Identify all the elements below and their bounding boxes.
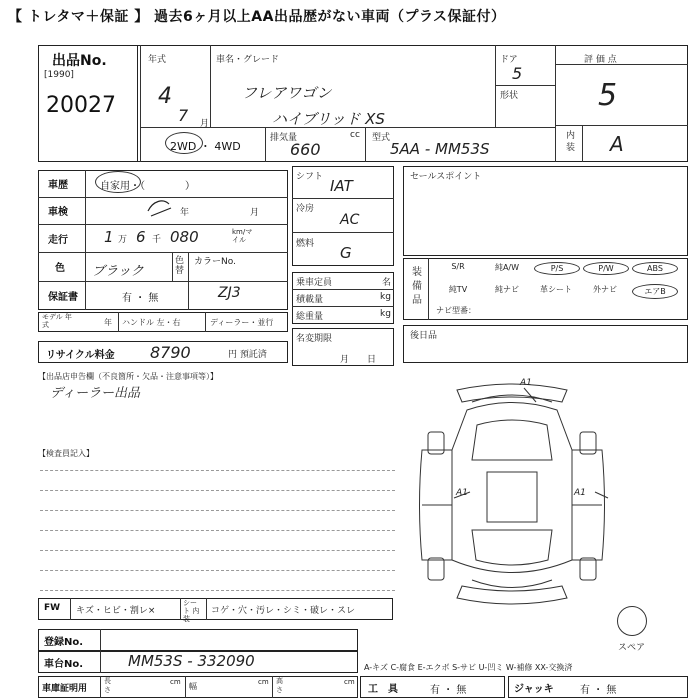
fw-label: FW [44,603,61,613]
color-no-label: カラーNo. [194,257,236,267]
displacement-label: 排気量 [270,133,298,143]
diagram-mark-left: A1 [456,488,468,498]
diagram-mark-top: A1 [520,378,532,388]
fuel-value: G [340,244,352,262]
shift-value: IAT [330,177,353,195]
cert-wid-unit: cm [258,678,269,686]
model-grade: ハイブリッド XS [272,110,385,128]
load-label: 積載量 [296,295,324,305]
cert-label: 車庫証明用 [42,684,88,694]
equipment-row2-item-1: 純ナビ [495,285,519,294]
equipment-row2-item-2: 革シート [540,285,572,294]
post-note-label: 後日品 [410,331,438,341]
year-label: 年式 [148,55,167,65]
drive-2wd-circle [165,132,203,154]
name-change-unit: 月日 [340,355,395,365]
mileage-man: 1 [104,228,114,246]
year-month-value: 7 [178,106,189,125]
mileage-man-unit: 万 [118,235,128,245]
navi-label: ナビ型番： [436,306,476,315]
inspector-notes-label: 【検査員記入】 [38,449,94,458]
interior-value: A [610,132,624,156]
shift-label: シフト [296,172,324,182]
equipment-row1-item-0: S/R [451,262,465,271]
color-label: 色 [55,263,65,274]
spare-label: スペア [618,643,646,653]
equipment-row2-item-3: 外ナビ [593,285,617,294]
inspection-scribble [145,196,175,220]
color-swap-label: 色替 [175,256,185,276]
history-value: 自家用・（ ） [100,181,195,192]
doors-label: ドア [500,55,518,65]
equipment-row1-item-1: 純A/W [494,263,520,272]
equipment-row2-item-0: 純TV [448,285,468,294]
fw-text1: キズ・ヒビ・割レ× [76,606,156,616]
ac-value: AC [340,212,360,228]
fw-seat-label: シート 内装 [183,599,200,623]
model-row-year-unit: 年 [104,318,112,327]
recycle-unit: 円 預託済 [228,350,267,360]
mileage-sen: 6 [136,228,146,246]
load-unit: kg [380,292,391,302]
equipment-row1-item-2: P/S [534,262,580,275]
damage-legend: A-キズ C-腐食 E-エクボ S-サビ U-凹ミ W-補修 XX-交換済 [364,663,573,672]
cert-hgt-unit: cm [344,678,355,686]
spare-circle [617,606,647,636]
chassis-label: 車台No. [44,659,84,670]
interior-label: 内装 [566,131,576,153]
recycle-label: リサイクル料金 [46,350,115,361]
history-label: 車歴 [48,180,68,191]
equipment-row2-item-4: エアB [632,284,678,299]
model-row-handle: ハンドル 左・右 [122,318,181,327]
lot-tag: [1990] [44,70,74,80]
score-value: 5 [598,78,618,113]
model-row-label: モデル 年式 [42,313,72,329]
weight-label: 総重量 [296,312,324,322]
cert-len-label: 長さ [104,677,111,694]
year-month-unit: 月 [200,119,210,129]
post-note-box [403,325,688,363]
diagram-mark-arrows [440,380,610,510]
ac-label: 冷房 [296,204,315,214]
color-no-value: ZJ3 [218,285,241,301]
mileage-rest: 080 [170,228,199,246]
cert-len-unit: cm [170,678,181,686]
jack-value: 有 ・ 無 [580,685,617,696]
capacity-label: 乗車定員 [296,278,333,288]
drive-options: 2WD ・ 4WD [170,140,241,153]
sales-label: セールスポイント [410,172,482,182]
warranty-value: 有 ・ 無 [122,293,159,304]
name-change-label: 名変期限 [296,334,333,344]
mileage-sen-unit: 千 [152,235,162,245]
score-label: 評 価 点 [584,55,617,65]
inspection-label: 車検 [48,207,68,218]
jack-label: ジャッキ [514,684,554,695]
doors-value: 5 [512,64,523,83]
inspection-month-unit: 月 [250,208,260,218]
header-title: 【 トレタマ＋保証 】 過去6ヶ月以上AA出品歴がない車両（プラス保証付） [8,9,506,25]
tools-label: 工 具 [368,684,398,695]
year-value: 4 [158,84,172,109]
displacement-value: 660 [290,140,321,159]
equipment-row1-item-3: P/W [583,262,629,275]
model-row-dealer: ディーラー・並行 [210,318,274,327]
chassis-value: MM53S - 332090 [128,652,255,670]
seller-notes-label: 【出品店申告欄（不良箇所・欠品・注意事項等）】 [38,372,218,381]
history-circle [95,171,141,193]
lot-number: 20027 [46,93,116,118]
color-value: ブラック [92,264,144,279]
mileage-label: 走行 [48,235,68,246]
lot-label: 出品No. [52,53,107,69]
equipment-row1-item-4: ABS [632,262,678,275]
model-name: フレアワゴン [242,84,332,102]
recycle-value: 8790 [150,343,191,362]
type-label: 型式 [372,133,391,143]
tools-value: 有 ・ 無 [430,685,467,696]
mileage-unit: km/マイル [232,228,253,244]
inspection-year-unit: 年 [180,208,190,218]
registration-row [38,629,358,651]
type-value: 5AA - MM53S [390,140,490,158]
fuel-label: 燃料 [296,239,315,249]
fw-text2: コゲ・穴・汚レ・シミ・破レ・スレ [211,606,356,616]
seller-notes-value: ディーラー出品 [50,386,140,401]
shape-label: 形状 [500,91,519,101]
warranty-label: 保証書 [48,292,78,303]
weight-unit: kg [380,309,391,319]
equipment-label: 装備品 [412,267,422,306]
displacement-unit: cc [350,130,360,140]
model-label: 車名・グレード [216,55,280,65]
cert-hgt-label: 高さ [276,677,283,694]
cert-wid-label: 幅 [189,682,197,691]
capacity-unit: 名 [382,278,392,288]
diagram-mark-right: A1 [574,488,586,498]
registration-label: 登録No. [44,637,84,648]
